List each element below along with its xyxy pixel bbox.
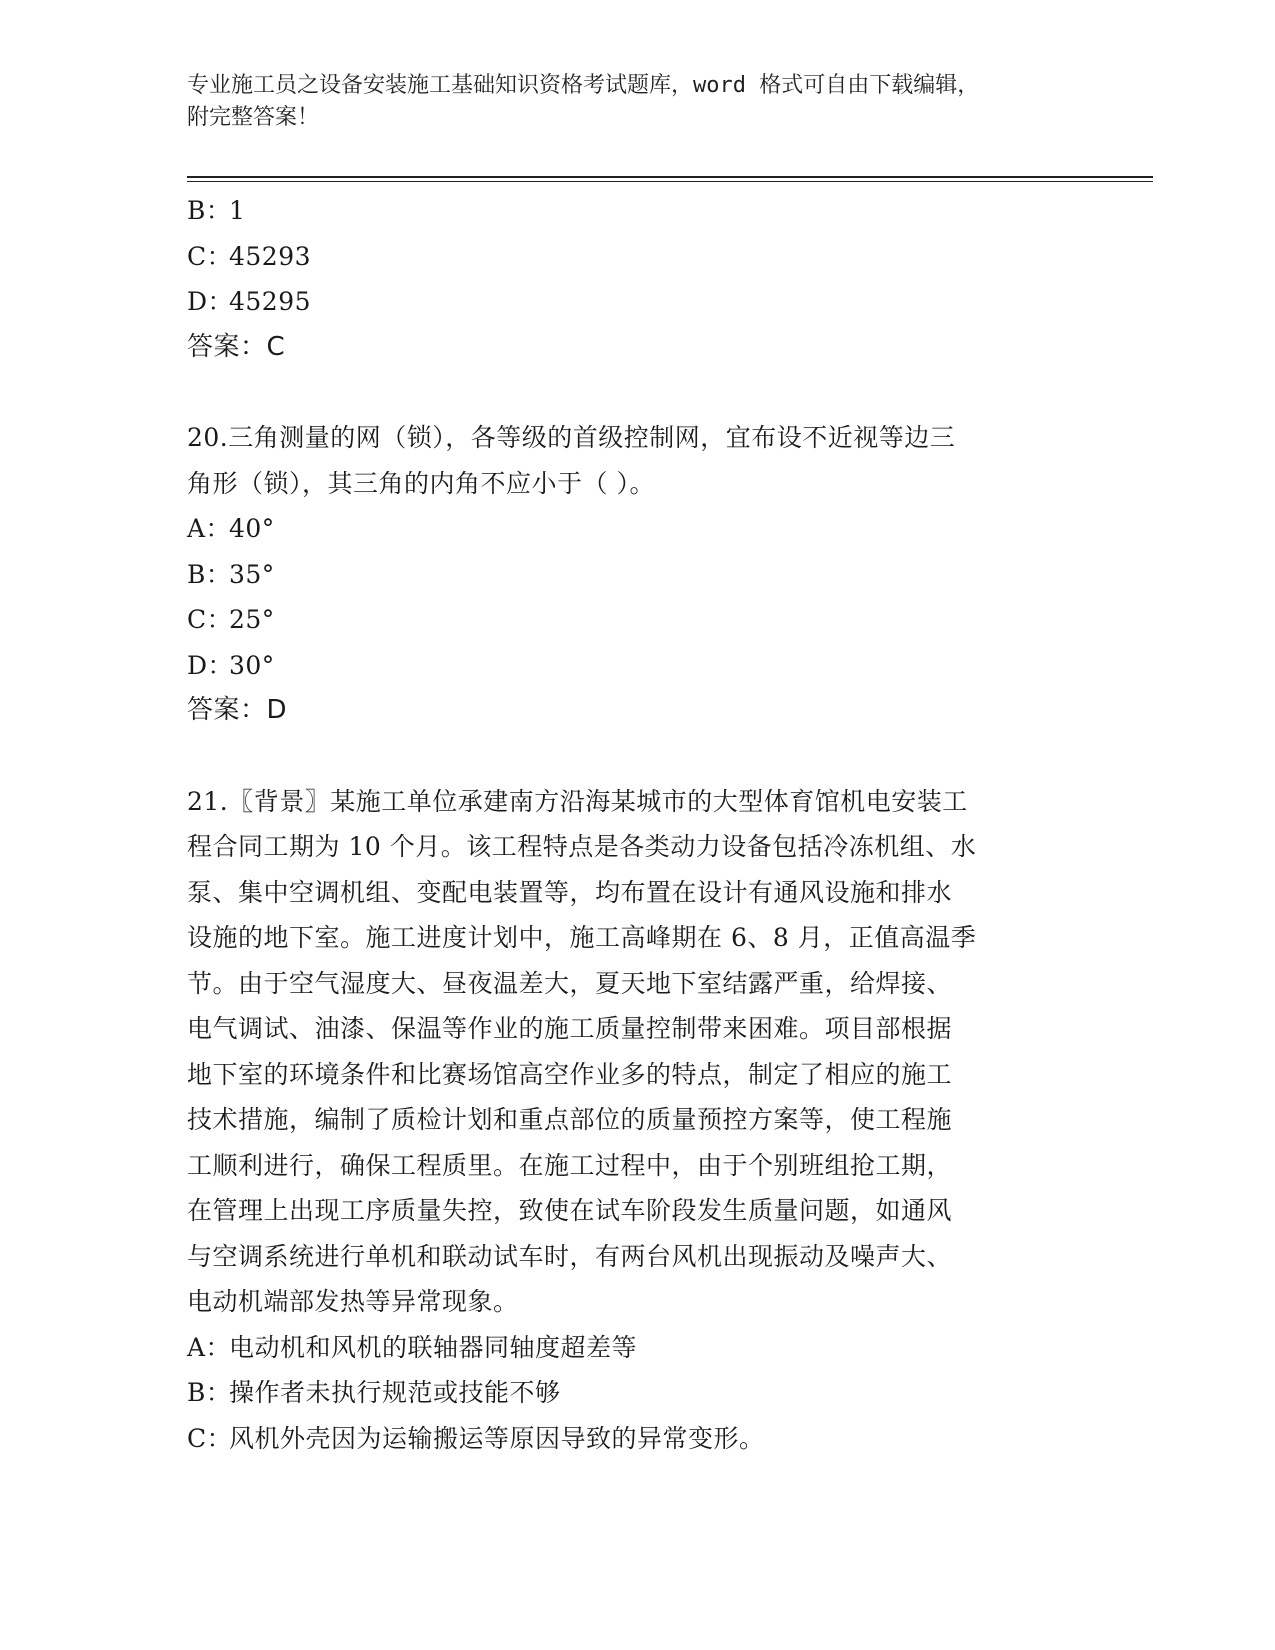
question-stem-line: 设施的地下室。施工进度计划中，施工高峰期在 6、8 月，正值高温季 (187, 923, 977, 952)
option-a: A：电动机和风机的联轴器同轴度超差等 (187, 1332, 638, 1362)
answer-line: 答案：C (187, 331, 286, 362)
page-header (187, 70, 1067, 134)
option-c: C：风机外壳因为运输搬运等原因导致的异常变形。 (187, 1423, 765, 1453)
option-b: B：1 (187, 196, 246, 225)
option-c: C：45293 (187, 241, 312, 271)
option-b: B：操作者未执行规范或技能不够 (187, 1378, 561, 1407)
question-stem-line: 程合同工期为 10 个月。该工程特点是各类动力设备包括冷冻机组、水 (187, 832, 977, 861)
question-stem-line: 工顺利进行，确保工程质里。在施工过程中，由于个别班组抢工期， (187, 1150, 953, 1180)
question-stem-line: 技术措施，编制了质检计划和重点部位的质量预控方案等，使工程施 (187, 1105, 953, 1134)
question-21 (187, 779, 1067, 1462)
question-stem-line: 节。由于空气湿度大、昼夜温差大，夏天地下室结露严重，给焊接、 (187, 968, 953, 998)
header-divider-thin (187, 181, 1153, 182)
question-stem-line: 电气调试、油漆、保温等作业的施工质量控制带来困难。项目部根据 (187, 1014, 953, 1043)
question-stem-line: 与空调系统进行单机和联动试车时，有两台风机出现振动及噪声大、 (187, 1241, 953, 1271)
option-b: B：35° (187, 559, 275, 589)
option-c: C：25° (187, 605, 275, 634)
question-stem-line: 角形（锁），其三角的内角不应小于（ ）。 (187, 468, 655, 498)
question-stem-line: 20.三角测量的网（锁），各等级的首级控制网，宜布设不近视等边三 (187, 423, 956, 452)
question-20 (187, 415, 1067, 734)
question-stem-line: 电动机端部发热等异常现象。 (187, 1287, 519, 1316)
option-a: A：40° (187, 514, 275, 543)
option-d: D：45295 (187, 287, 312, 316)
header-line-1: 专业施工员之设备安装施工基础知识资格考试题库，word 格式可自由下载编辑， (187, 73, 980, 98)
question-stem-line: 地下室的环境条件和比赛场馆高空作业多的特点，制定了相应的施工 (187, 1059, 953, 1089)
option-d: D：30° (187, 650, 275, 680)
document-body (187, 188, 1067, 1461)
question-stem-line: 在管理上出现工序质量失控，致使在试车阶段发生质量问题，如通风 (187, 1196, 953, 1225)
prev-question (187, 188, 1067, 370)
answer-line: 答案：D (187, 695, 288, 725)
spacer (187, 370, 1067, 415)
question-stem-line: 21.〖背景〗某施工单位承建南方沿海某城市的大型体育馆机电安装工 (187, 786, 968, 816)
header-line-2: 附完整答案！ (187, 105, 320, 130)
question-stem-line: 泵、集中空调机组、变配电装置等，均布置在设计有通风设施和排水 (187, 877, 953, 907)
header-divider-thick (187, 176, 1153, 178)
spacer (187, 734, 1067, 779)
